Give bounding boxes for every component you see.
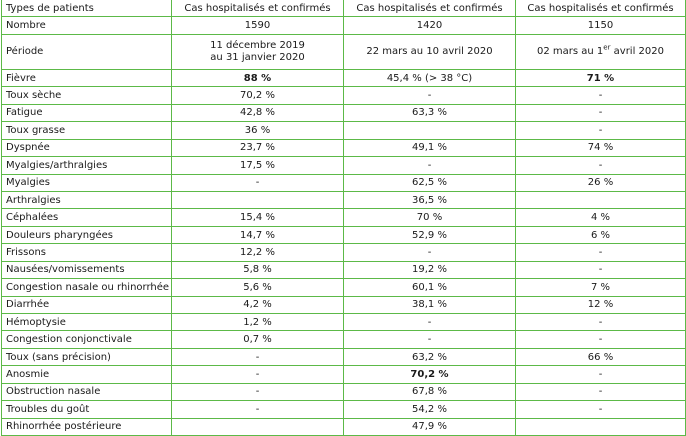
table-cell bbox=[516, 34, 686, 69]
table-cell: 5,8 % bbox=[172, 261, 344, 278]
header-cell: Types de patients bbox=[2, 0, 172, 17]
table-cell: 7 % bbox=[516, 279, 686, 296]
header-row bbox=[2, 0, 686, 17]
table-cell: - bbox=[172, 383, 344, 400]
table-cell: - bbox=[516, 261, 686, 278]
symptoms-table bbox=[1, 0, 686, 436]
table-cell: - bbox=[516, 87, 686, 104]
table-cell: 66 % bbox=[516, 348, 686, 365]
header-cell: Cas hospitalisés et confirmés bbox=[172, 0, 344, 17]
table-cell: 47,9 % bbox=[344, 418, 516, 435]
row-label: Céphalées bbox=[2, 209, 172, 226]
table-row bbox=[2, 69, 686, 86]
table-cell: 63,2 % bbox=[344, 348, 516, 365]
table-cell: - bbox=[172, 348, 344, 365]
table-cell: 15,4 % bbox=[172, 209, 344, 226]
table-row bbox=[2, 209, 686, 226]
table-row bbox=[2, 226, 686, 243]
table-cell: 36,5 % bbox=[344, 191, 516, 208]
table-cell: 12,2 % bbox=[172, 244, 344, 261]
table-cell: - bbox=[516, 122, 686, 139]
table-row bbox=[2, 418, 686, 435]
table-row bbox=[2, 122, 686, 139]
table-cell: 70,2 % bbox=[172, 87, 344, 104]
table-cell: - bbox=[516, 401, 686, 418]
table-cell: - bbox=[516, 314, 686, 331]
table-cell: - bbox=[516, 383, 686, 400]
table-cell: - bbox=[344, 157, 516, 174]
table-row bbox=[2, 261, 686, 278]
table-cell bbox=[172, 191, 344, 208]
row-label: Rhinorrhée postérieure bbox=[2, 418, 172, 435]
table-row bbox=[2, 366, 686, 383]
table-cell: 45,4 % (> 38 °C) bbox=[344, 69, 516, 86]
table-cell: 4 % bbox=[516, 209, 686, 226]
table-cell: 70,2 % bbox=[344, 366, 516, 383]
table-row bbox=[2, 279, 686, 296]
row-label: Douleurs pharyngées bbox=[2, 226, 172, 243]
table-row bbox=[2, 174, 686, 191]
header-cell: Cas hospitalisés et confirmés bbox=[516, 0, 686, 17]
table-cell: - bbox=[516, 331, 686, 348]
table-cell: 54,2 % bbox=[344, 401, 516, 418]
row-label: Obstruction nasale bbox=[2, 383, 172, 400]
table-cell: 5,6 % bbox=[172, 279, 344, 296]
periode-line: au 31 janvier 2020 bbox=[210, 51, 305, 63]
table-cell: 70 % bbox=[344, 209, 516, 226]
table-cell: 19,2 % bbox=[344, 261, 516, 278]
row-label: Anosmie bbox=[2, 366, 172, 383]
row-label: Période bbox=[2, 34, 172, 69]
table-row bbox=[2, 383, 686, 400]
table-cell: - bbox=[344, 331, 516, 348]
row-label: Myalgies/arthralgies bbox=[2, 157, 172, 174]
table-cell: 0,7 % bbox=[172, 331, 344, 348]
table-cell: 42,8 % bbox=[172, 104, 344, 121]
periode-text: avril 2020 bbox=[610, 46, 664, 58]
row-label: Diarrhée bbox=[2, 296, 172, 313]
table-cell: - bbox=[516, 244, 686, 261]
table-cell: 63,3 % bbox=[344, 104, 516, 121]
table-cell: 67,8 % bbox=[344, 383, 516, 400]
table-cell: 88 % bbox=[172, 69, 344, 86]
table-cell bbox=[516, 191, 686, 208]
table-cell: - bbox=[172, 366, 344, 383]
header-cell: Cas hospitalisés et confirmés bbox=[344, 0, 516, 17]
row-label: Hémoptysie bbox=[2, 314, 172, 331]
row-label: Congestion nasale ou rhinorrhée bbox=[2, 279, 172, 296]
table-cell: 22 mars au 10 avril 2020 bbox=[344, 34, 516, 69]
table-cell: 4,2 % bbox=[172, 296, 344, 313]
row-label: Toux (sans précision) bbox=[2, 348, 172, 365]
table-cell: - bbox=[516, 104, 686, 121]
table-cell: 12 % bbox=[516, 296, 686, 313]
row-label: Toux grasse bbox=[2, 122, 172, 139]
table-row bbox=[2, 87, 686, 104]
table-row bbox=[2, 139, 686, 156]
table-cell: 1420 bbox=[344, 17, 516, 34]
row-label: Nausées/vomissements bbox=[2, 261, 172, 278]
row-label: Troubles du goût bbox=[2, 401, 172, 418]
table-row bbox=[2, 244, 686, 261]
table-row bbox=[2, 296, 686, 313]
periode-superscript: er bbox=[603, 43, 611, 52]
table-cell: 1150 bbox=[516, 17, 686, 34]
row-label: Congestion conjonctivale bbox=[2, 331, 172, 348]
table-cell bbox=[172, 34, 344, 69]
table-cell: 14,7 % bbox=[172, 226, 344, 243]
periode-text: 02 mars au 1 bbox=[537, 46, 604, 58]
table-cell: 1,2 % bbox=[172, 314, 344, 331]
row-label: Frissons bbox=[2, 244, 172, 261]
table-cell: 74 % bbox=[516, 139, 686, 156]
table-cell: - bbox=[172, 174, 344, 191]
nombre-row bbox=[2, 17, 686, 34]
table-cell: 62,5 % bbox=[344, 174, 516, 191]
row-label: Fatigue bbox=[2, 104, 172, 121]
row-label: Dyspnée bbox=[2, 139, 172, 156]
table-cell bbox=[172, 418, 344, 435]
table-row bbox=[2, 331, 686, 348]
table-row bbox=[2, 104, 686, 121]
table-cell: - bbox=[344, 87, 516, 104]
table-row bbox=[2, 348, 686, 365]
table-cell: 60,1 % bbox=[344, 279, 516, 296]
table-cell: 26 % bbox=[516, 174, 686, 191]
table-cell: 52,9 % bbox=[344, 226, 516, 243]
row-label: Myalgies bbox=[2, 174, 172, 191]
table-cell: 71 % bbox=[516, 69, 686, 86]
table-row bbox=[2, 157, 686, 174]
table-cell: 38,1 % bbox=[344, 296, 516, 313]
row-label: Fièvre bbox=[2, 69, 172, 86]
table-row bbox=[2, 314, 686, 331]
table-cell: - bbox=[516, 366, 686, 383]
periode-row bbox=[2, 34, 686, 69]
periode-line: 11 décembre 2019 bbox=[210, 40, 305, 52]
table-cell: 6 % bbox=[516, 226, 686, 243]
table-cell: 36 % bbox=[172, 122, 344, 139]
table-cell bbox=[516, 418, 686, 435]
table-row bbox=[2, 401, 686, 418]
table-cell: - bbox=[344, 244, 516, 261]
table-cell: - bbox=[344, 314, 516, 331]
row-label: Arthralgies bbox=[2, 191, 172, 208]
table-cell: - bbox=[172, 401, 344, 418]
table-row bbox=[2, 191, 686, 208]
table-cell: - bbox=[516, 157, 686, 174]
row-label: Nombre bbox=[2, 17, 172, 34]
table-cell: 1590 bbox=[172, 17, 344, 34]
table-cell: 17,5 % bbox=[172, 157, 344, 174]
table-cell: 49,1 % bbox=[344, 139, 516, 156]
table-cell bbox=[344, 122, 516, 139]
row-label: Toux sèche bbox=[2, 87, 172, 104]
table-cell: 23,7 % bbox=[172, 139, 344, 156]
